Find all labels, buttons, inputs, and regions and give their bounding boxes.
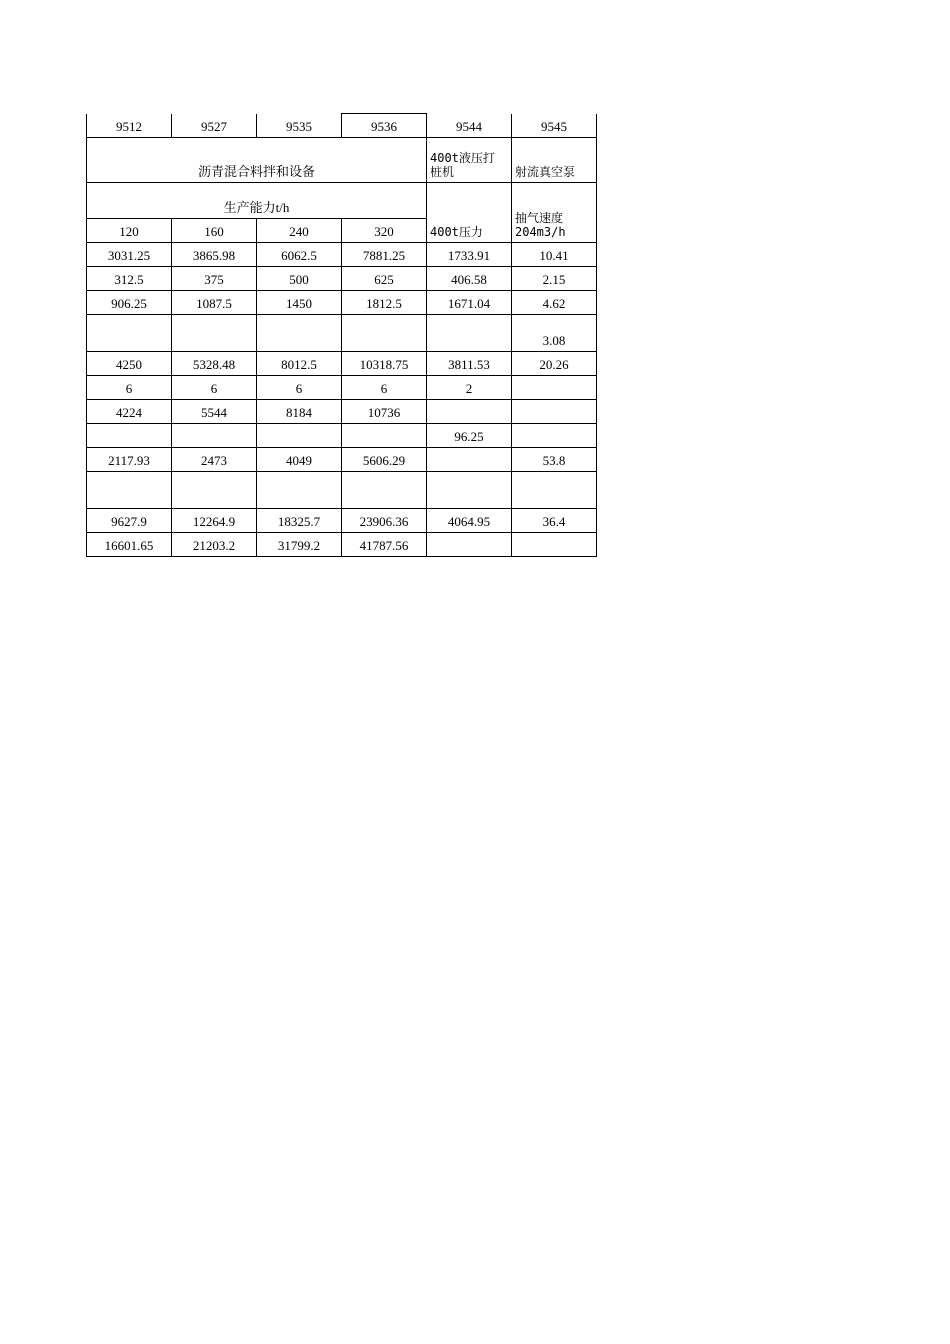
table-cell <box>512 533 597 557</box>
table-cell <box>342 424 427 448</box>
table-cell: 5328.48 <box>172 352 257 376</box>
table-cell <box>342 315 427 352</box>
table-cell: 20.26 <box>512 352 597 376</box>
table-cell <box>427 448 512 472</box>
code-cell: 9535 <box>257 114 342 138</box>
table-cell <box>257 424 342 448</box>
table-cell: 36.4 <box>512 509 597 533</box>
table-row <box>87 267 597 291</box>
code-cell: 9544 <box>427 114 512 138</box>
capacity-cell: 160 <box>172 219 257 243</box>
table-cell: 1812.5 <box>342 291 427 315</box>
table-cell <box>342 472 427 509</box>
vacuum-pump-spec: 抽气速度 204m3/h <box>512 183 597 243</box>
table-cell: 7881.25 <box>342 243 427 267</box>
table-cell: 906.25 <box>87 291 172 315</box>
capacity-label: 生产能力t/h <box>87 183 427 219</box>
table-cell: 3.08 <box>512 315 597 352</box>
table-cell: 1733.91 <box>427 243 512 267</box>
table-cell: 1087.5 <box>172 291 257 315</box>
cost-table <box>86 113 597 557</box>
table-cell <box>172 472 257 509</box>
table-cell: 96.25 <box>427 424 512 448</box>
table-row <box>87 400 597 424</box>
table-cell <box>512 472 597 509</box>
table-cell: 500 <box>257 267 342 291</box>
table-cell: 41787.56 <box>342 533 427 557</box>
table-cell: 4064.95 <box>427 509 512 533</box>
table-cell: 6 <box>87 376 172 400</box>
table-cell <box>427 315 512 352</box>
table-cell: 3865.98 <box>172 243 257 267</box>
table-cell: 31799.2 <box>257 533 342 557</box>
table-cell <box>427 400 512 424</box>
table-cell: 16601.65 <box>87 533 172 557</box>
code-row <box>87 114 597 138</box>
table-row <box>87 352 597 376</box>
data-rows <box>87 243 597 557</box>
capacity-label-row <box>87 183 597 219</box>
table-cell: 8184 <box>257 400 342 424</box>
table-cell: 18325.7 <box>257 509 342 533</box>
table-cell <box>87 424 172 448</box>
table-cell: 406.58 <box>427 267 512 291</box>
table-cell: 3031.25 <box>87 243 172 267</box>
code-cell: 9512 <box>87 114 172 138</box>
table-row <box>87 243 597 267</box>
table-cell: 12264.9 <box>172 509 257 533</box>
code-cell: 9536 <box>342 114 427 138</box>
table-cell: 4224 <box>87 400 172 424</box>
table-cell <box>172 315 257 352</box>
table-cell: 1671.04 <box>427 291 512 315</box>
table-cell: 312.5 <box>87 267 172 291</box>
table-cell: 10736 <box>342 400 427 424</box>
table-cell <box>257 472 342 509</box>
table-cell <box>512 400 597 424</box>
table-cell: 6062.5 <box>257 243 342 267</box>
table-cell: 9627.9 <box>87 509 172 533</box>
table-cell <box>87 315 172 352</box>
pile-driver-spec: 400t压力 <box>427 183 512 243</box>
table-cell: 625 <box>342 267 427 291</box>
table-cell: 10.41 <box>512 243 597 267</box>
table-cell: 23906.36 <box>342 509 427 533</box>
table-row <box>87 291 597 315</box>
pile-driver-name: 400t液压打 桩机 <box>427 138 512 183</box>
table-cell <box>512 376 597 400</box>
table-cell: 2.15 <box>512 267 597 291</box>
vacuum-pump-name: 射流真空泵 <box>512 138 597 183</box>
table-cell: 5544 <box>172 400 257 424</box>
capacity-cell: 120 <box>87 219 172 243</box>
table-cell: 6 <box>172 376 257 400</box>
table-row <box>87 315 597 352</box>
table-cell <box>512 424 597 448</box>
equipment-group-name: 沥青混合料拌和设备 <box>87 138 427 183</box>
code-cell: 9527 <box>172 114 257 138</box>
table-cell: 21203.2 <box>172 533 257 557</box>
table-cell: 8012.5 <box>257 352 342 376</box>
code-cell: 9545 <box>512 114 597 138</box>
name-row <box>87 138 597 183</box>
table-cell: 5606.29 <box>342 448 427 472</box>
table-row <box>87 533 597 557</box>
capacity-cell: 240 <box>257 219 342 243</box>
capacity-cell: 320 <box>342 219 427 243</box>
table-row <box>87 448 597 472</box>
table-cell: 6 <box>257 376 342 400</box>
table-cell: 3811.53 <box>427 352 512 376</box>
table-cell: 4049 <box>257 448 342 472</box>
table-cell <box>172 424 257 448</box>
table-cell: 2117.93 <box>87 448 172 472</box>
table-cell <box>427 472 512 509</box>
table-row <box>87 424 597 448</box>
table-cell: 2473 <box>172 448 257 472</box>
table-row <box>87 376 597 400</box>
table-cell: 10318.75 <box>342 352 427 376</box>
table-cell: 53.8 <box>512 448 597 472</box>
table-cell <box>427 533 512 557</box>
table-cell <box>87 472 172 509</box>
table-row <box>87 472 597 509</box>
table-cell: 4250 <box>87 352 172 376</box>
table-cell: 375 <box>172 267 257 291</box>
table-cell: 1450 <box>257 291 342 315</box>
table-cell: 6 <box>342 376 427 400</box>
table-cell: 2 <box>427 376 512 400</box>
table-cell: 4.62 <box>512 291 597 315</box>
table-row <box>87 509 597 533</box>
table-cell <box>257 315 342 352</box>
